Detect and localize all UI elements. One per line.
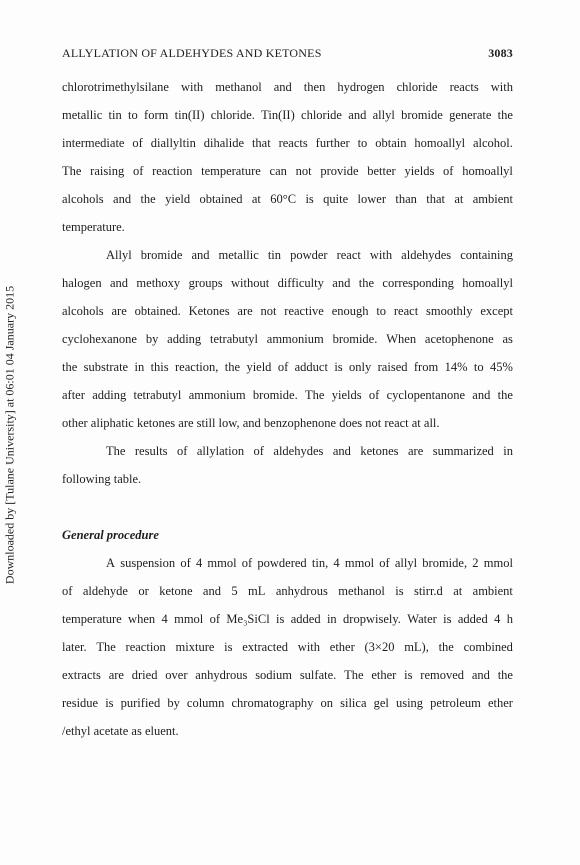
download-watermark-text: Downloaded by [Tulane University] at 06:01 04 January 2015	[2, 285, 17, 584]
text-line: The raising of reaction temperature can not provide better yields of homoallyl	[62, 164, 513, 178]
text-line: Allyl bromide and metallic tin powder react with aldehydes containing	[106, 248, 513, 262]
text-line: following table.	[62, 472, 142, 486]
running-title: ALLYLATION OF ALDEHYDES AND KETONES	[62, 46, 322, 60]
text-line: chlorotrimethylsilane with methanol and then hydrogen chloride reacts with	[62, 80, 513, 94]
text-line: extracts are dried over anhydrous sodium sulfate. The ether is removed and the	[62, 668, 513, 682]
text-line: later. The reaction mixture is extracted with ether (3×20 mL), the combined	[62, 640, 513, 654]
text-line: residue is purified by column chromatography on silica gel using petroleum ether	[62, 696, 513, 710]
running-header	[62, 46, 513, 62]
page-number: 3083	[488, 46, 513, 60]
text-line: halogen and methoxy groups without difficulty and the corresponding homoallyl	[62, 276, 513, 290]
text-line: temperature.	[62, 220, 125, 234]
text-line: intermediate of diallyltin dihalide that reacts further to obtain homoallyl alcohol.	[62, 136, 513, 150]
text-line: after adding tetrabutyl ammonium bromide. The yields of cyclopentanone and the	[62, 388, 513, 402]
article-body	[62, 73, 513, 745]
paragraph-mechanism	[62, 73, 513, 241]
section-heading: General procedure	[62, 528, 159, 542]
paragraph-results	[62, 437, 513, 493]
text-line: alcohols and the yield obtained at 60°C is quite lower than that at ambient	[62, 192, 513, 206]
text-line: the substrate in this reaction, the yield of adduct is only raised from 14% to 45%	[62, 360, 513, 374]
text-line: metallic tin to form tin(II) chloride. Tin(II) chloride and allyl bromide generate the	[62, 108, 513, 122]
spacer	[62, 493, 513, 521]
text-line: /ethyl acetate as eluent.	[62, 724, 179, 738]
text-line: alcohols are obtained. Ketones are not reactive enough to react smoothly except	[62, 304, 513, 318]
text-line: cyclohexanone by adding tetrabutyl ammonium bromide. When acetophenone as	[62, 332, 513, 346]
text-line: A suspension of 4 mmol of powdered tin, 4 mmol of allyl bromide, 2 mmol	[106, 556, 513, 570]
paragraph-substrates	[62, 241, 513, 437]
download-watermark	[2, 268, 18, 601]
text-line: of aldehyde or ketone and 5 mL anhydrous methanol is stirr.d at ambient	[62, 584, 513, 598]
paragraph-procedure	[62, 549, 513, 745]
text-line: temperature when 4 mmol of Me₃SiCl is added in dropwisely. Water is added 4 h	[62, 612, 513, 626]
text-line: other aliphatic ketones are still low, and benzophenone does not react at all.	[62, 416, 440, 430]
text-line: The results of allylation of aldehydes and ketones are summarized in	[106, 444, 513, 458]
